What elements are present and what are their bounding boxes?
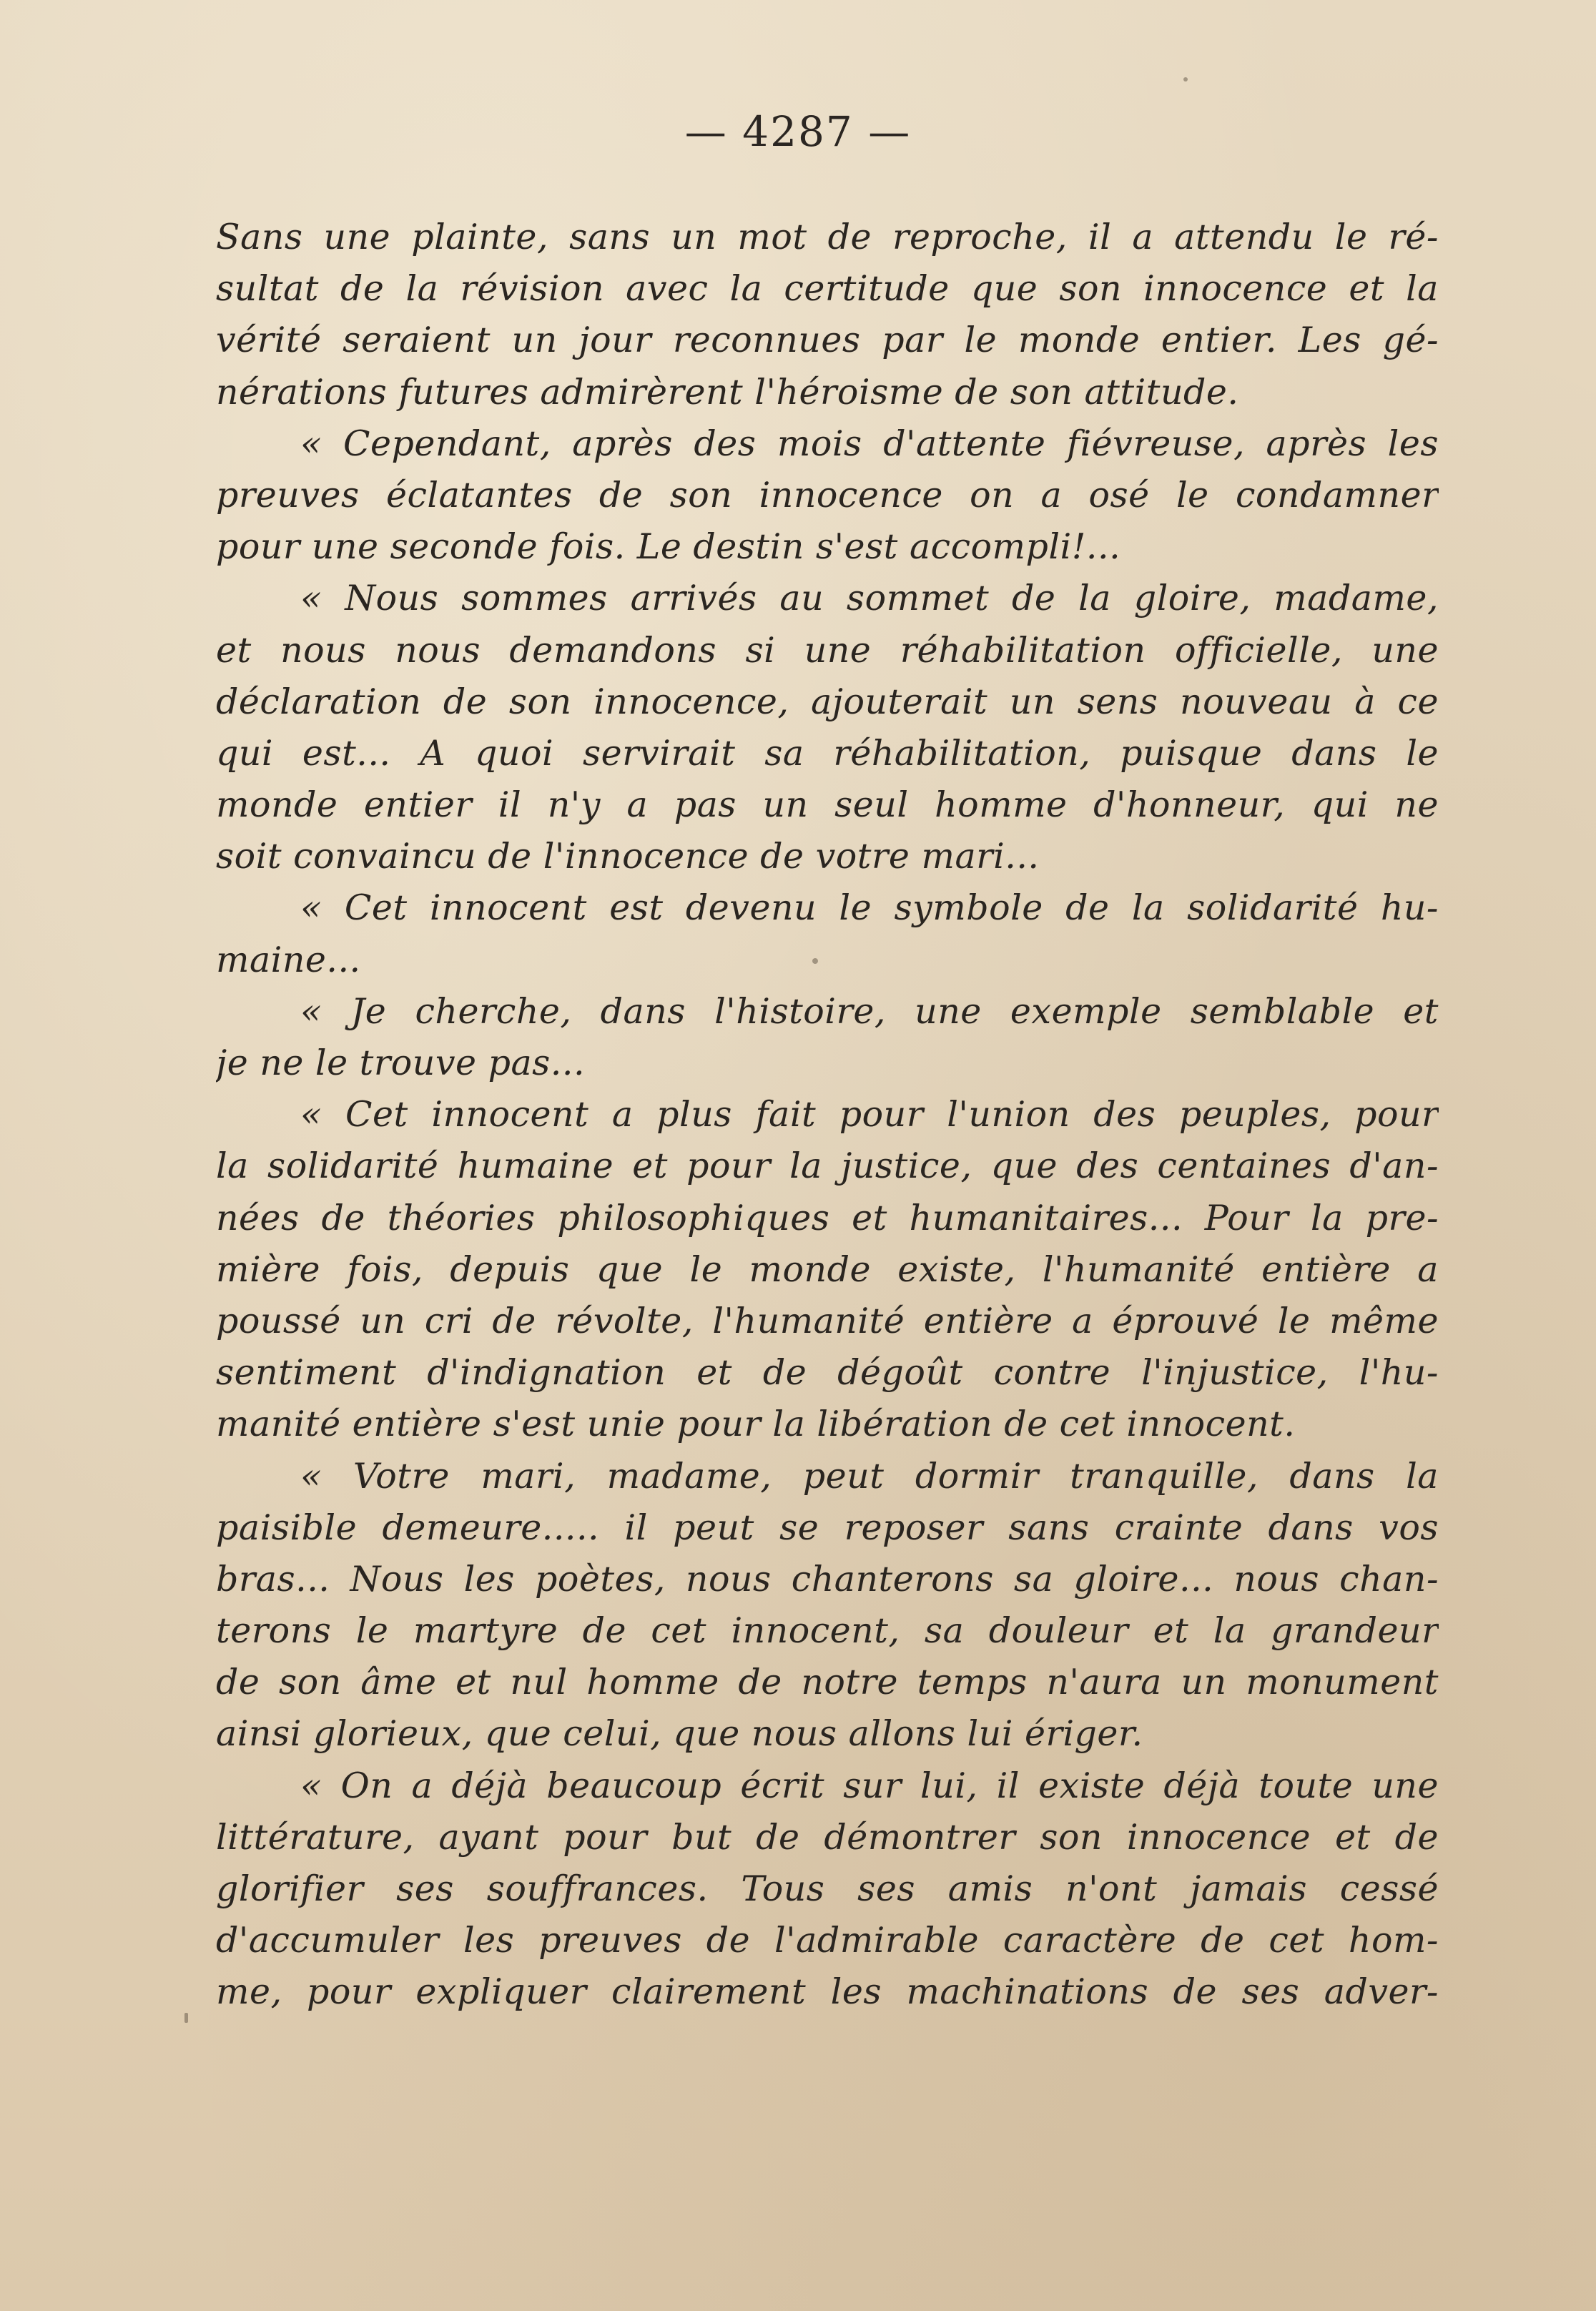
text-line: qui est... A quoi servirait sa réhabilitation, puisque dans le	[216, 732, 1439, 774]
text-line: la solidarité humaine et pour la justice, que des centaines d'an-	[216, 1145, 1439, 1187]
text-line: « On a déjà beaucoup écrit sur lui, il existe déjà toute une	[300, 1765, 1439, 1806]
text-line: nées de théories philosophiques et humanitaires... Pour la pre-	[216, 1197, 1439, 1238]
text-line: d'accumuler les preuves de l'admirable caractère de cet hom-	[216, 1920, 1439, 1961]
text-line: « Cependant, après des mois d'attente fiévreuse, après les	[300, 423, 1439, 464]
text-line: manité entière s'est unie pour la libération de cet innocent.	[216, 1404, 1296, 1445]
text-line: bras... Nous les poètes, nous chanterons sa gloire... nous chan-	[216, 1558, 1439, 1600]
text-line: Sans une plainte, sans un mot de reproche, il a attendu le ré-	[216, 217, 1439, 257]
text-line: nérations futures admirèrent l'héroisme de son attitude.	[216, 371, 1239, 413]
text-line: « Cet innocent est devenu le symbole de la solidarité hu-	[300, 887, 1439, 929]
text-line: de son âme et nul homme de notre temps n'aura un monument	[216, 1662, 1439, 1703]
paper-speck	[184, 2013, 188, 2023]
text-line: paisible demeure..... il peut se reposer sans crainte dans vos	[216, 1507, 1439, 1548]
text-line: me, pour expliquer clairement les machinations de ses adver-	[216, 1971, 1439, 2013]
text-line: « Cet innocent a plus fait pour l'union des peuples, pour	[300, 1094, 1439, 1135]
text-line: maine...	[216, 939, 361, 980]
paper-speck	[1183, 77, 1188, 82]
text-line: pour une seconde fois. Le destin s'est accompli!...	[216, 526, 1121, 568]
text-line: « Je cherche, dans l'histoire, une exemple semblable et	[300, 990, 1439, 1032]
text-line: « Nous sommes arrivés au sommet de la gloire, madame,	[300, 578, 1439, 619]
text-line: littérature, ayant pour but de démontrer son innocence et de	[216, 1816, 1439, 1858]
text-line: vérité seraient un jour reconnues par le monde entier. Les gé-	[216, 320, 1439, 361]
text-line: monde entier il n'y a pas un seul homme d'honneur, qui ne	[216, 784, 1439, 826]
page-number: — 4287 —	[684, 107, 912, 156]
text-line: et nous nous demandons si une réhabilitation officielle, une	[216, 629, 1439, 671]
text-line: glorifier ses souffrances. Tous ses amis n'ont jamais cessé	[216, 1868, 1439, 1909]
text-line: terons le martyre de cet innocent, sa douleur et la grandeur	[216, 1610, 1439, 1652]
text-line: soit convaincu de l'innocence de votre mari...	[216, 836, 1040, 877]
text-line: je ne le trouve pas...	[216, 1043, 586, 1083]
text-line: mière fois, depuis que le monde existe, l'humanité entière a	[216, 1248, 1439, 1290]
text-line: poussé un cri de révolte, l'humanité entière a éprouvé le même	[216, 1300, 1439, 1341]
text-line: preuves éclatantes de son innocence on a osé le condamner	[216, 474, 1439, 516]
text-line: sentiment d'indignation et de dégoût contre l'injustice, l'hu-	[216, 1352, 1439, 1394]
text-line: sultat de la révision avec la certitude que son innocence et la	[216, 268, 1439, 310]
text-line: ainsi glorieux, que celui, que nous allons lui ériger.	[216, 1713, 1143, 1755]
paper-speck	[812, 958, 818, 964]
text-line: « Votre mari, madame, peut dormir tranquille, dans la	[300, 1455, 1439, 1497]
text-line: déclaration de son innocence, ajouterait un sens nouveau à ce	[216, 681, 1439, 722]
body-text	[216, 212, 1439, 2019]
